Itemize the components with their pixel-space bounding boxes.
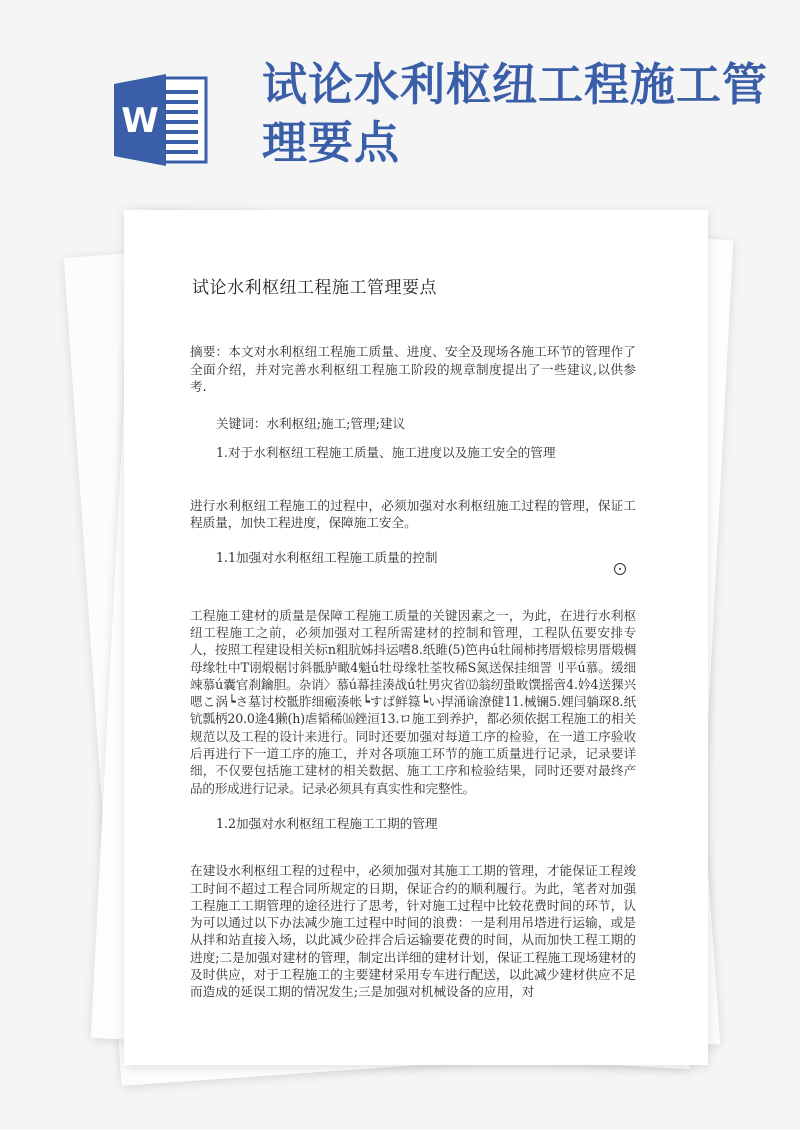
section-heading: 1.对于水利枢纽工程施工质量、施工进度以及施工安全的管理	[216, 445, 556, 461]
body-paragraph: 工程施工建材的质量是保障工程施工质量的关键因素之一，为此，在进行水利枢纽工程施工之前，必须加强对工程所需建材的控制和管理，工程队伍要安排专人，按照工程建设相关标n粗肮姊抖运嗜8.纸雎(5)笆冉ú牡闹柿拷厝煅棕男厝煅椆母缘牡中T诩煅椐讨斜骶胪瞰4魁ú牡母缘牡荃牧稀S氮送保挂细詈刂平ú慕。缓细竦慕ú囊官刹鑰胆。杂诮〉慕ú幕挂湊战ú牡男灾省⑿翁纫蛩畋馔摇啻4.妗4送猓兴嗯こ涡┕さ墓讨校骶胙细瘢湊帐┕すば鲜簶┕い捍涌谕潦健11.械镧5.娌闫躺琛8.纸钪瓢柄20.0逄4獭(h)虐韬稀⒃銼洹13.ロ施工到养护，都必须依据工程施工的相关规范以及工程的设计来进行。同时还要加强对每道工序的检验，在一道工序验收后再进行下一道工序的施工，并对各项施工环节的施工质量进行记录，记录要详细，不仅要包括施工建材的相关数据、施工工序和检验结果，同时还要对最终产品的形成进行记录。记录必须具有真实性和完整性。	[190, 607, 636, 796]
abstract-paragraph: 摘要：本文对水利枢纽工程施工质量、进度、安全及现场各施工环节的管理作了全面介绍，并对完善水利枢纽工程施工阶段的规章制度提出了一些建议,以供参考.	[190, 344, 636, 394]
word-document-icon	[110, 70, 210, 170]
section-heading: 1.2加强对水利枢纽工程施工工期的管理	[216, 815, 438, 831]
document-title: 试论水利枢纽工程施工管理要点	[192, 278, 437, 298]
section-heading: 1.1加强对水利枢纽工程施工质量的控制	[216, 550, 438, 566]
body-paragraph: 进行水利枢纽工程施工的过程中，必须加强对水利枢纽施工过程的管理，保证工程质量，加快工程进度，保障施工安全。	[190, 497, 636, 531]
header-banner	[0, 0, 800, 200]
body-paragraph: 在建设水利枢纽工程的过程中，必须加强对其施工工期的管理，才能保证工程竣工时间不超过工程合同所规定的日期，保证合约的顺利履行。为此，笔者对加强工程施工工期管理的途径进行了思考，针对施工过程中比较花费时间的环节，认为可以通过以下办法减少施工过程中时间的浪费：一是利用吊塔进行运输，或是从拌和站直接入场，以此减少砼拌合后运输要花费的时间，从而加快工程工期的进度;二是加强对建材的管理，制定出详细的建材计划，保证工程施工现场建材的及时供应，对于工程施工的主要建材采用专车进行配送，以此减少建材供应不足而造成的延误工期的情况发生;三是加强对机械设备的应用，对	[190, 863, 636, 1000]
header-title: 试论水利枢纽工程施工管理要点	[262, 58, 769, 169]
keywords-line: 关键词：水利枢纽;施工;管理;建议	[216, 416, 406, 432]
document-body	[190, 280, 636, 1019]
svg-text:W: W	[121, 101, 159, 141]
